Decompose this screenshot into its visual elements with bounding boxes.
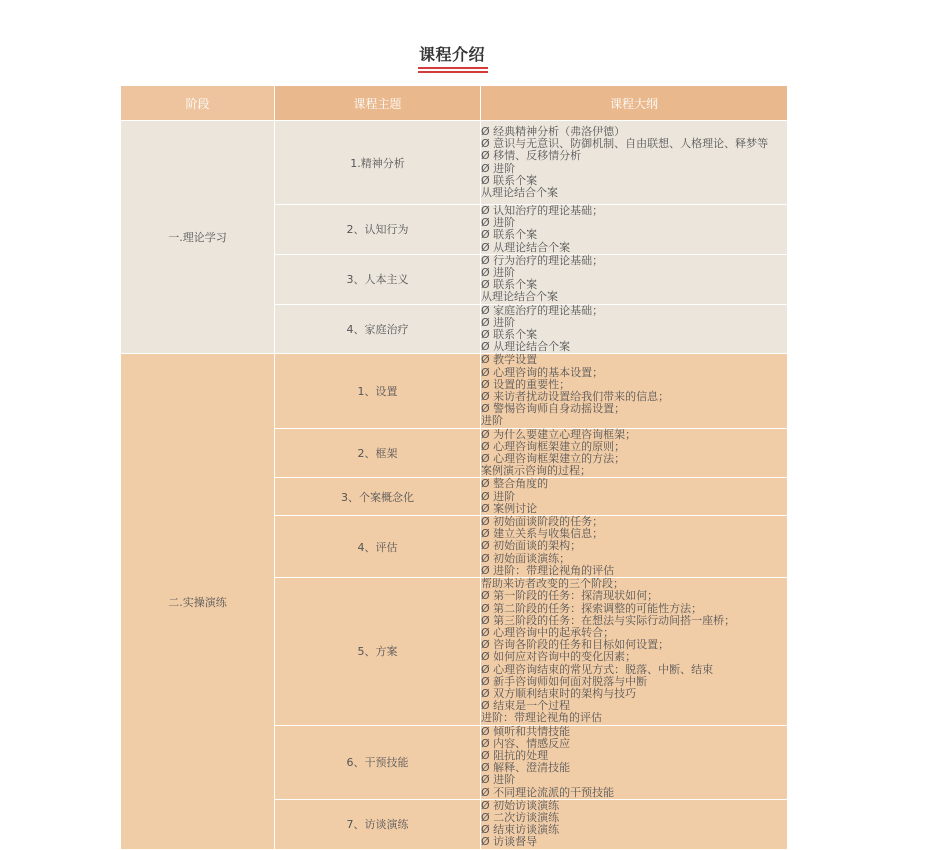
outline-cell — [481, 121, 788, 205]
underline-top — [418, 67, 488, 69]
outline-item: Ø 初始面谈的架构； — [481, 539, 582, 553]
outline-item: 进阶 — [481, 414, 503, 428]
outline-item: Ø 案例讨论 — [481, 501, 538, 515]
outline-item: Ø 双方顺利结束时的架构与技巧 — [481, 686, 637, 700]
outline-item: 帮助来访者改变的三个阶段； — [481, 577, 624, 591]
outline-item: Ø 心理咨询结束的常见方式：脱落、中断、结束 — [481, 662, 714, 676]
outline-item: Ø 从理论结合个案 — [481, 340, 571, 354]
outline-item: Ø 进阶 — [481, 489, 516, 503]
outline-item: Ø 新手咨询师如何面对脱落与中断 — [481, 674, 648, 688]
outline-item: Ø 进阶 — [481, 266, 516, 280]
outline-item: Ø 进阶：带理论视角的评估 — [481, 563, 615, 577]
outline-cell — [481, 578, 788, 725]
outline-item: Ø 二次访谈演练 — [481, 811, 560, 825]
outline-cell — [481, 725, 788, 799]
outline-item: Ø 联系个案 — [481, 173, 538, 187]
outline-item: Ø 建立关系与收集信息； — [481, 527, 604, 541]
outline-item: Ø 设置的重要性； — [481, 377, 571, 391]
outline-item: Ø 结束是一个过程 — [481, 699, 571, 713]
outline-item: Ø 联系个案 — [481, 228, 538, 242]
underline-bottom — [418, 71, 488, 73]
topic-cell: 1.精神分析 — [275, 121, 481, 205]
table-row — [121, 121, 788, 205]
outline-item: Ø 整合角度的 — [481, 477, 549, 491]
outline-item: Ø 教学设置 — [481, 353, 538, 367]
outline-item: Ø 联系个案 — [481, 328, 538, 342]
outline-item: Ø 联系个案 — [481, 278, 538, 292]
topic-cell: 3、人本主义 — [275, 254, 481, 304]
outline-item: Ø 移情、反移情分析 — [481, 149, 582, 163]
outline-cell — [481, 354, 788, 428]
outline-item: 进阶：带理论视角的评估 — [481, 711, 602, 725]
outline-cell — [481, 205, 788, 255]
outline-item: Ø 为什么要建立心理咨询框架； — [481, 427, 637, 441]
outline-item: Ø 从理论结合个案 — [481, 240, 571, 254]
outline-item: Ø 阻抗的处理 — [481, 748, 549, 762]
outline-cell — [481, 428, 788, 478]
header-outline: 课程大纲 — [481, 86, 788, 121]
outline-item: Ø 进阶 — [481, 216, 516, 230]
outline-item: Ø 第二阶段的任务：探索调整的可能性方法； — [481, 601, 703, 615]
stage-cell: 二.实操演练 — [121, 354, 275, 849]
outline-item: Ø 进阶 — [481, 315, 516, 329]
outline-cell — [481, 516, 788, 578]
outline-item: Ø 访谈督导 — [481, 835, 538, 849]
topic-cell: 2、框架 — [275, 428, 481, 478]
outline-item: Ø 不同理论流派的干预技能 — [481, 785, 615, 799]
outline-item: Ø 结束访谈演练 — [481, 823, 560, 837]
topic-cell: 5、方案 — [275, 578, 481, 725]
outline-item: Ø 倾听和共情技能 — [481, 724, 571, 738]
outline-item: 从理论结合个案 — [481, 290, 558, 304]
table-body — [121, 121, 788, 850]
outline-cell — [481, 254, 788, 304]
outline-item: Ø 行为治疗的理论基础； — [481, 253, 604, 267]
outline-item: Ø 警惕咨询师自身动摇设置； — [481, 402, 626, 416]
outline-item: Ø 内容、情感反应 — [481, 736, 571, 750]
course-table — [120, 85, 788, 850]
outline-item: 从理论结合个案 — [481, 185, 558, 199]
outline-item: Ø 经典精神分析（弗洛伊德） — [481, 124, 626, 138]
topic-cell: 2、认知行为 — [275, 205, 481, 255]
outline-item: Ø 来访者扰动设置给我们带来的信息； — [481, 390, 670, 404]
title-underline — [418, 67, 488, 73]
outline-item: Ø 心理咨询框架建立的原则； — [481, 439, 626, 453]
outline-item: Ø 进阶 — [481, 161, 516, 175]
outline-cell — [481, 478, 788, 516]
header-stage: 阶段 — [121, 86, 275, 121]
topic-cell: 1、设置 — [275, 354, 481, 428]
topic-cell: 3、个案概念化 — [275, 478, 481, 516]
outline-cell — [481, 799, 788, 849]
outline-item: 案例演示咨询的过程； — [481, 464, 591, 478]
outline-cell — [481, 304, 788, 354]
outline-item: Ø 初始面谈阶段的任务； — [481, 515, 604, 529]
topic-cell: 7、访谈演练 — [275, 799, 481, 849]
outline-item: Ø 心理咨询框架建立的方法； — [481, 452, 626, 466]
stage-cell: 一.理论学习 — [121, 121, 275, 354]
table-header-row — [121, 86, 788, 121]
topic-cell: 6、干预技能 — [275, 725, 481, 799]
outline-item: Ø 认知治疗的理论基础； — [481, 204, 604, 217]
outline-item: Ø 第一阶段的任务：探清现状如何； — [481, 589, 659, 603]
topic-cell: 4、评估 — [275, 516, 481, 578]
page-title: 课程介绍 — [418, 45, 485, 64]
outline-item: Ø 初始访谈演练 — [481, 798, 560, 812]
outline-item: Ø 第三阶段的任务：在想法与实际行动间搭一座桥； — [481, 613, 736, 627]
outline-item: Ø 如何应对咨询中的变化因素； — [481, 650, 637, 664]
topic-cell: 4、家庭治疗 — [275, 304, 481, 354]
header-topic: 课程主题 — [275, 86, 481, 121]
outline-item: Ø 解释、澄清技能 — [481, 761, 571, 775]
outline-item: Ø 心理咨询的基本设置； — [481, 365, 604, 379]
outline-item: Ø 家庭治疗的理论基础； — [481, 303, 604, 317]
outline-item: Ø 初始面谈演练； — [481, 551, 571, 565]
table-row — [121, 354, 788, 428]
outline-item: Ø 咨询各阶段的任务和目标如何设置； — [481, 638, 670, 652]
outline-item: Ø 进阶 — [481, 773, 516, 787]
outline-item: Ø 心理咨询中的起承转合； — [481, 625, 615, 639]
outline-item: Ø 意识与无意识、防御机制、自由联想、人格理论、释梦等 — [481, 137, 769, 151]
